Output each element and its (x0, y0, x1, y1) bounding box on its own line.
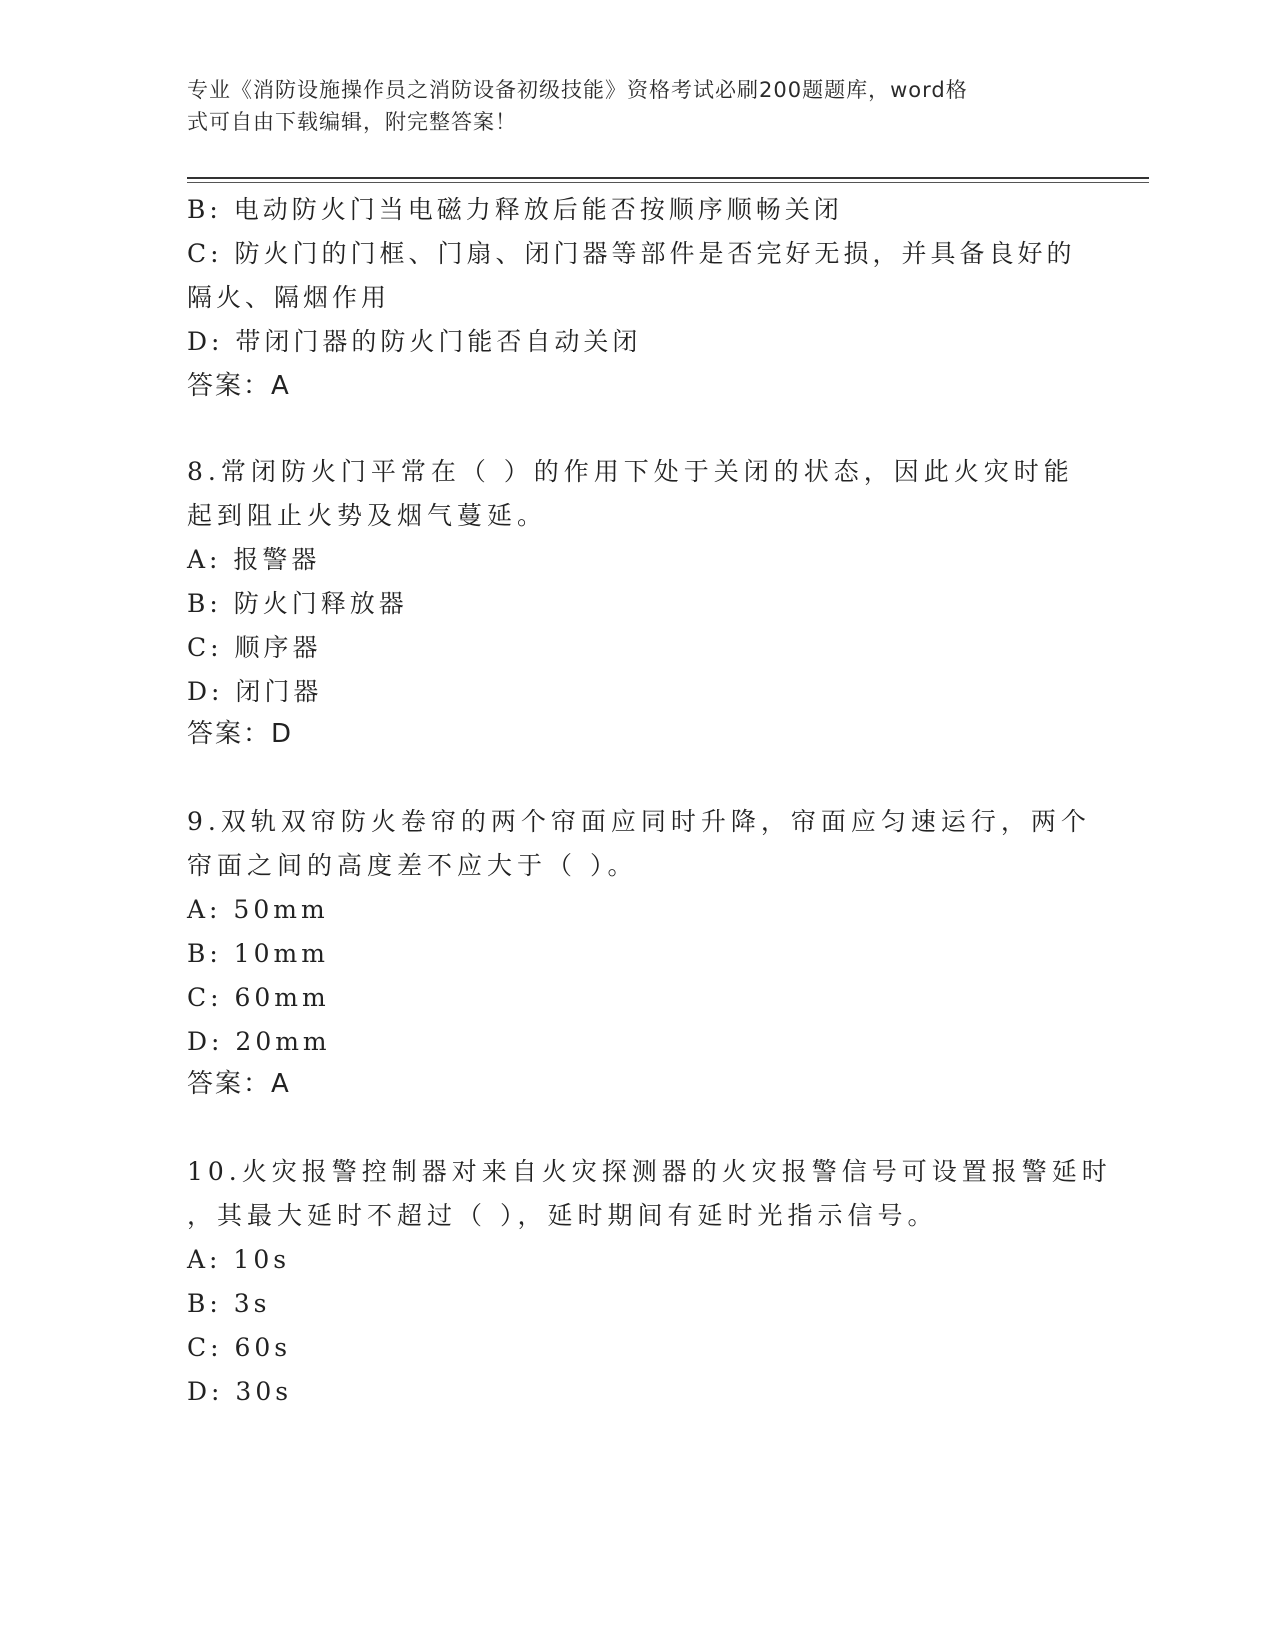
question-9-option-d: D: 20mm (187, 1027, 331, 1056)
question-10-option-d: D: 30s (187, 1377, 293, 1406)
question-9-option-b: B: 10mm (187, 939, 329, 968)
question-8-option-c: C: 顺序器 (187, 633, 322, 662)
question-8-option-b: B: 防火门释放器 (187, 589, 408, 618)
question-10-option-a: A: 10s (187, 1245, 291, 1274)
question-10-stem-line-2: ，其最大延时不超过（ ），延时期间有延时光指示信号。 (187, 1201, 938, 1230)
prev-question-option-c-line-1: C: 防火门的门框、门扇、闭门器等部件是否完好无损，并具备良好的 (187, 239, 1076, 268)
question-10-stem-line-1: 10.火灾报警控制器对来自火灾探测器的火灾报警信号可设置报警延时 (187, 1157, 1112, 1186)
header-divider-thin (187, 182, 1149, 183)
question-9-stem-line-1: 9.双轨双帘防火卷帘的两个帘面应同时升降，帘面应匀速运行，两个 (187, 807, 1091, 836)
question-9-option-a: A: 50mm (187, 895, 329, 924)
prev-question-option-c-line-2: 隔火、隔烟作用 (187, 283, 391, 312)
question-8-answer: 答案：D (187, 719, 294, 749)
question-10-option-b: B: 3s (187, 1289, 271, 1318)
question-8-option-d: D: 闭门器 (187, 677, 323, 706)
question-10-option-c: C: 60s (187, 1333, 292, 1362)
header-line-1: 专业《消防设施操作员之消防设备初级技能》资格考试必刷200题题库，word格 (187, 78, 968, 102)
prev-question-option-d: D: 带闭门器的防火门能否自动关闭 (187, 327, 642, 356)
question-9-stem-line-2: 帘面之间的高度差不应大于（ ）。 (187, 851, 638, 880)
question-8-stem-line-1: 8.常闭防火门平常在（ ）的作用下处于关闭的状态，因此火灾时能 (187, 457, 1074, 486)
question-8-option-a: A: 报警器 (187, 545, 321, 574)
prev-question-option-b: B: 电动防火门当电磁力释放后能否按顺序顺畅关闭 (187, 195, 843, 224)
question-8-stem-line-2: 起到阻止火势及烟气蔓延。 (187, 501, 548, 530)
header-line-2: 式可自由下载编辑，附完整答案！ (187, 110, 517, 134)
question-9-option-c: C: 60mm (187, 983, 330, 1012)
document-header (187, 74, 1067, 138)
header-divider-thick (187, 177, 1149, 179)
question-9-answer: 答案：A (187, 1069, 291, 1099)
prev-question-answer: 答案：A (187, 371, 291, 401)
